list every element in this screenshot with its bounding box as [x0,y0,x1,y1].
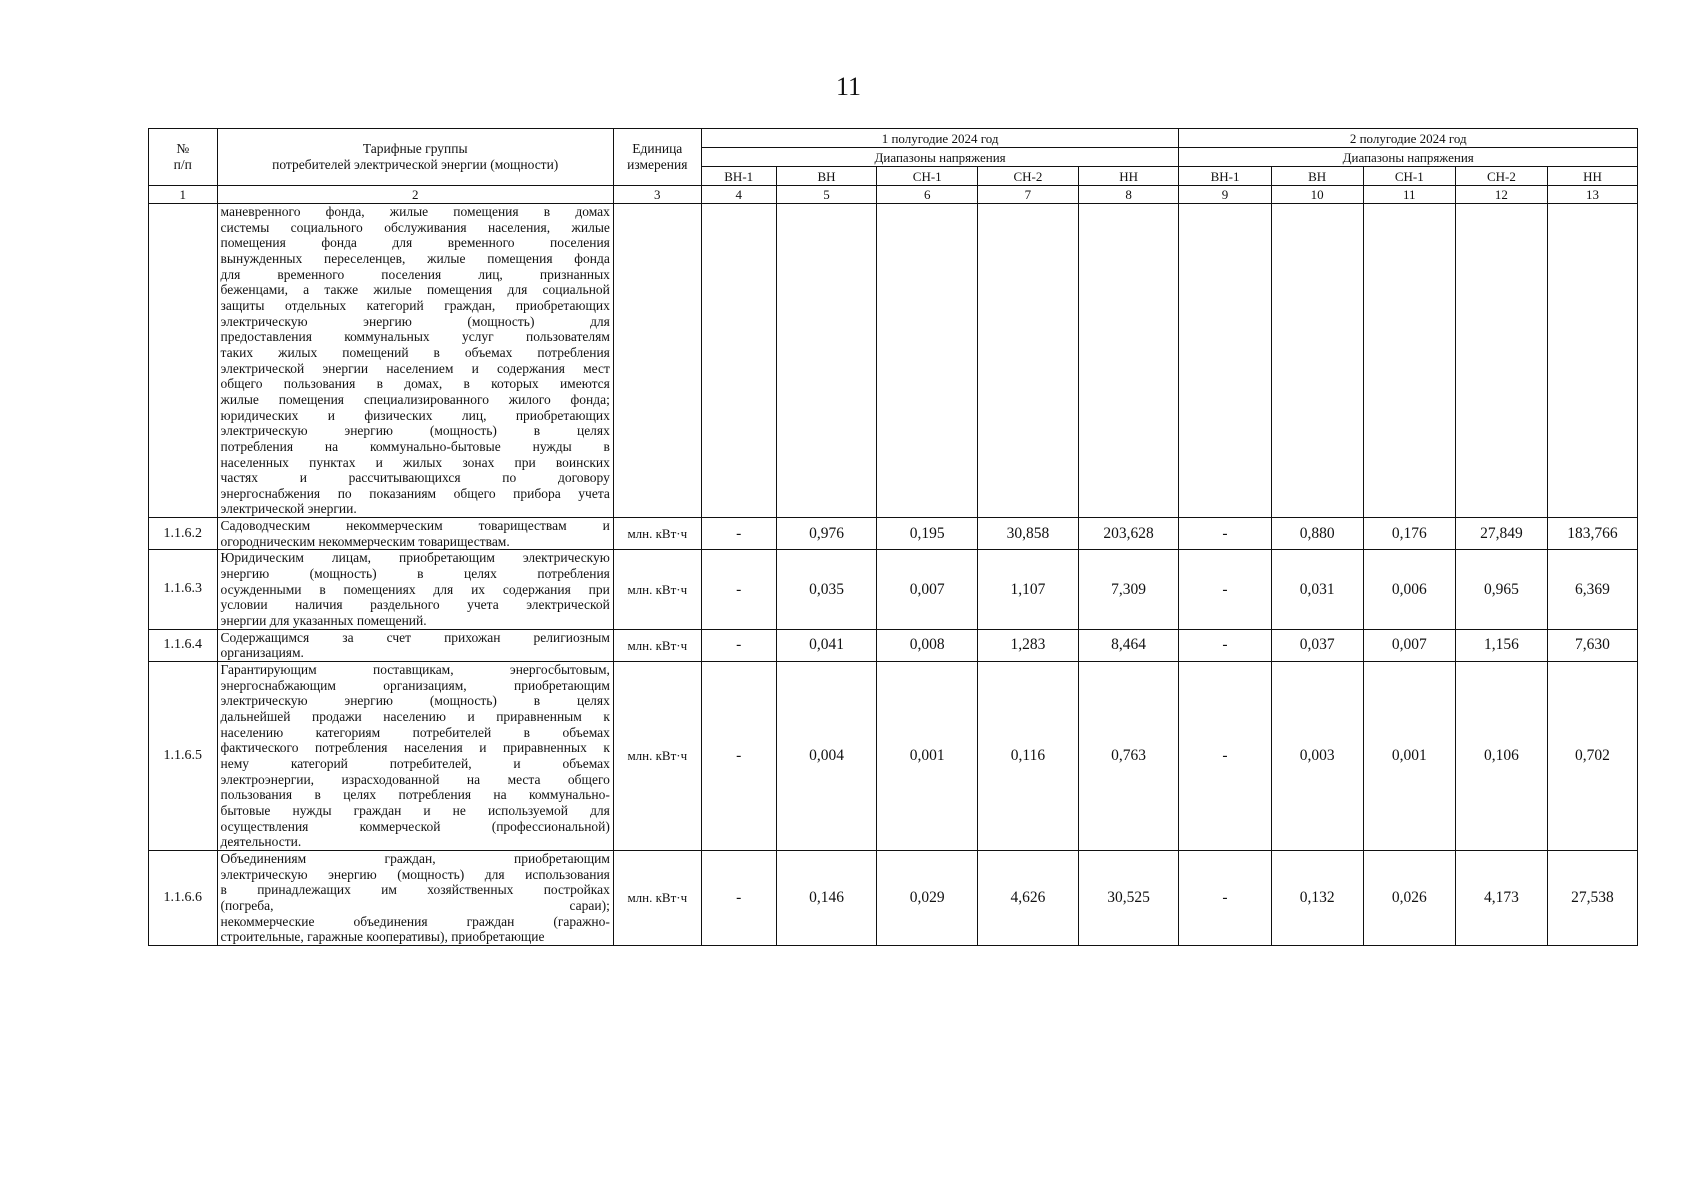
description-line: предоставления коммунальных услуг пользователям [220,329,610,345]
row-number: 1.1.6.4 [149,629,218,661]
value-cell: 0,003 [1271,662,1363,851]
unit-cell: млн. кВт·ч [613,850,701,945]
value-cell: - [701,518,776,550]
description-line: электроэнергии, израсходованной на места общего [220,771,610,787]
description-line: электрической энергии населением и содержания мест [220,360,610,376]
unit-cell: млн. кВт·ч [613,629,701,661]
header-tariff-groups: Тарифные группы потребителей электрической энергии (мощности) [217,129,613,186]
description-line: осуществления коммерческой (профессиональной) [220,818,610,834]
value-cell: 27,538 [1547,850,1637,945]
description-line: осужденными в помещениях для их содержания при [220,581,610,597]
column-number: 9 [1179,186,1271,204]
table-row [149,662,1638,851]
description-line: электрическую энергию (мощность) для [220,313,610,329]
value-cell [978,204,1079,518]
value-cell: 0,006 [1363,550,1455,629]
column-number: 2 [217,186,613,204]
value-cell: 0,146 [776,850,877,945]
column-number: 6 [877,186,978,204]
value-cell: 0,035 [776,550,877,629]
value-cell: 0,176 [1363,518,1455,550]
value-cell: 0,004 [776,662,877,851]
value-cell [1179,204,1271,518]
header-level: СН-1 [877,167,978,186]
value-cell: 0,965 [1455,550,1547,629]
tariff-group-description [217,850,613,945]
column-number: 8 [1078,186,1179,204]
value-cell: 0,116 [978,662,1079,851]
description-line: общего пользования в домах, в которых имеются [220,376,610,392]
value-cell: 0,763 [1078,662,1179,851]
description-line: строительные, гаражные кооперативы), приобретающие [220,929,545,945]
value-cell: - [1179,850,1271,945]
description-line: организациям. [220,645,304,661]
value-cell: 0,702 [1547,662,1637,851]
description-line: энергии для указанных помещений. [220,613,427,629]
table-body [149,204,1638,946]
table-row [149,518,1638,550]
value-cell: 6,369 [1547,550,1637,629]
row-number: 1.1.6.2 [149,518,218,550]
tariff-table [148,128,1638,946]
description-line: жилые помещения специализированного жилого фонда; [220,391,610,407]
header-level: СН-2 [978,167,1079,186]
value-cell: 0,031 [1271,550,1363,629]
tariff-group-description [217,518,613,550]
value-cell: 0,026 [1363,850,1455,945]
value-cell: - [701,662,776,851]
description-line: Юридическим лицам, приобретающим электрическую [220,550,610,566]
column-number: 11 [1363,186,1455,204]
page-number: 11 [835,72,862,101]
value-cell: 0,037 [1271,629,1363,661]
value-cell [877,204,978,518]
value-cell: 0,880 [1271,518,1363,550]
value-cell [1363,204,1455,518]
description-line: населению категориям потребителей в объемах [220,724,610,740]
description-line: маневренного фонда, жилые помещения в домах [220,204,610,219]
description-line: энергию (мощность) в целях потребления [220,566,610,582]
unit-cell [613,204,701,518]
value-cell: 30,858 [978,518,1079,550]
value-cell [1455,204,1547,518]
column-number: 3 [613,186,701,204]
row-number: 1.1.6.3 [149,550,218,629]
description-line: огородническим некоммерческим товариществам. [220,533,510,549]
description-line: Содержащимся за счет прихожан религиозным [220,629,610,645]
value-cell: 0,001 [877,662,978,851]
description-line: деятельности. [220,834,302,850]
value-cell [701,204,776,518]
header-half-1: 1 полугодие 2024 год [701,129,1179,148]
value-cell: - [701,850,776,945]
description-line: Гарантирующим поставщикам, энергосбытовым, [220,662,610,678]
value-cell: 1,107 [978,550,1079,629]
description-line: частях и рассчитывающихся по договору [220,470,610,486]
value-cell [1078,204,1179,518]
header-unit: Единица измерения [613,129,701,186]
description-line: энергоснабжающим организациям, приобретающим [220,677,610,693]
header-row-number: № п/п [149,129,218,186]
description-line: защиты отдельных категорий граждан, приобретающих [220,297,610,313]
value-cell: - [1179,662,1271,851]
header-level: ВН-1 [701,167,776,186]
row-number [149,204,218,518]
value-cell: 7,309 [1078,550,1179,629]
description-line: дальнейшей продажи населению и приравненным к [220,709,610,724]
description-line: электрическую энергию (мощность) в целях [220,423,610,439]
value-cell: - [701,629,776,661]
table-row [149,204,1638,518]
value-cell: 0,041 [776,629,877,661]
column-number: 7 [978,186,1079,204]
unit-cell: млн. кВт·ч [613,662,701,851]
header-level: ВН [1271,167,1363,186]
value-cell: 203,628 [1078,518,1179,550]
description-line: электрическую энергию (мощность) для использования [220,866,610,882]
table-row [149,850,1638,945]
value-cell: 7,630 [1547,629,1637,661]
description-line: системы социального обслуживания населения, жилые [220,219,610,235]
value-cell: 0,007 [877,550,978,629]
description-line: бытовые нужды граждан и не используемой для [220,802,610,818]
value-cell: 4,173 [1455,850,1547,945]
description-line: населенных пунктах и жилых зонах при воинских [220,454,610,470]
value-cell: - [1179,629,1271,661]
description-line: в принадлежащих им хозяйственных постройках [220,882,610,898]
description-line: энергоснабжения по показаниям общего прибора учета [220,485,610,501]
value-cell: 0,008 [877,629,978,661]
description-line: помещения фонда для временного поселения [220,235,610,251]
column-number: 4 [701,186,776,204]
tariff-group-description [217,204,613,518]
value-cell: 0,106 [1455,662,1547,851]
description-line: некоммерческие объединения граждан (гаражно- [220,913,610,929]
value-cell: - [1179,550,1271,629]
value-cell: 0,132 [1271,850,1363,945]
description-line: юридических и физических лиц, приобретающих [220,407,610,423]
description-line: электрическую энергию (мощность) в целях [220,693,610,709]
value-cell: 0,195 [877,518,978,550]
value-cell [1547,204,1637,518]
tariff-group-description [217,629,613,661]
value-cell: 0,007 [1363,629,1455,661]
value-cell: - [1179,518,1271,550]
description-line: Объединениям граждан, приобретающим [220,850,610,866]
tariff-group-description [217,662,613,851]
header-voltage-ranges-1: Диапазоны напряжения [701,148,1179,167]
header-level: СН-2 [1455,167,1547,186]
table-row [149,550,1638,629]
description-line: (погреба, сараи); [220,897,610,913]
column-number: 1 [149,186,218,204]
value-cell: 0,001 [1363,662,1455,851]
header-half-2: 2 полугодие 2024 год [1179,129,1638,148]
header-voltage-ranges-2: Диапазоны напряжения [1179,148,1638,167]
value-cell: 1,156 [1455,629,1547,661]
value-cell: 1,283 [978,629,1079,661]
value-cell: 4,626 [978,850,1079,945]
description-line: вынужденных переселенцев, жилые помещения фонда [220,250,610,266]
description-line: электрической энергии. [220,501,357,517]
value-cell [1271,204,1363,518]
row-number: 1.1.6.5 [149,662,218,851]
description-line: таких жилых помещений в объемах потребления [220,344,610,360]
value-cell: 0,976 [776,518,877,550]
header-level: ВН-1 [1179,167,1271,186]
column-number: 13 [1547,186,1637,204]
description-line: потребления на коммунально-бытовые нужды в [220,438,610,454]
column-number: 10 [1271,186,1363,204]
column-number: 12 [1455,186,1547,204]
value-cell: 0,029 [877,850,978,945]
description-line: Садоводческим некоммерческим товариществам и [220,518,610,534]
value-cell: - [701,550,776,629]
header-level: НН [1547,167,1637,186]
description-line: беженцами, а также жилые помещения для социальной [220,282,610,298]
description-line: пользования в целях потребления на коммунально- [220,787,610,803]
header-level: СН-1 [1363,167,1455,186]
description-line: для временного поселения лиц, признанных [220,266,610,282]
table-row [149,629,1638,661]
tariff-group-description [217,550,613,629]
value-cell: 27,849 [1455,518,1547,550]
unit-cell: млн. кВт·ч [613,518,701,550]
header-level: НН [1078,167,1179,186]
value-cell: 30,525 [1078,850,1179,945]
value-cell [776,204,877,518]
column-number: 5 [776,186,877,204]
description-line: фактического потребления населения и приравненных к [220,740,610,756]
header-level: ВН [776,167,877,186]
description-line: условии наличия раздельного учета электрической [220,597,610,613]
description-line: нему категорий потребителей, и объемах [220,755,610,771]
row-number: 1.1.6.6 [149,850,218,945]
unit-cell: млн. кВт·ч [613,550,701,629]
value-cell: 8,464 [1078,629,1179,661]
value-cell: 183,766 [1547,518,1637,550]
